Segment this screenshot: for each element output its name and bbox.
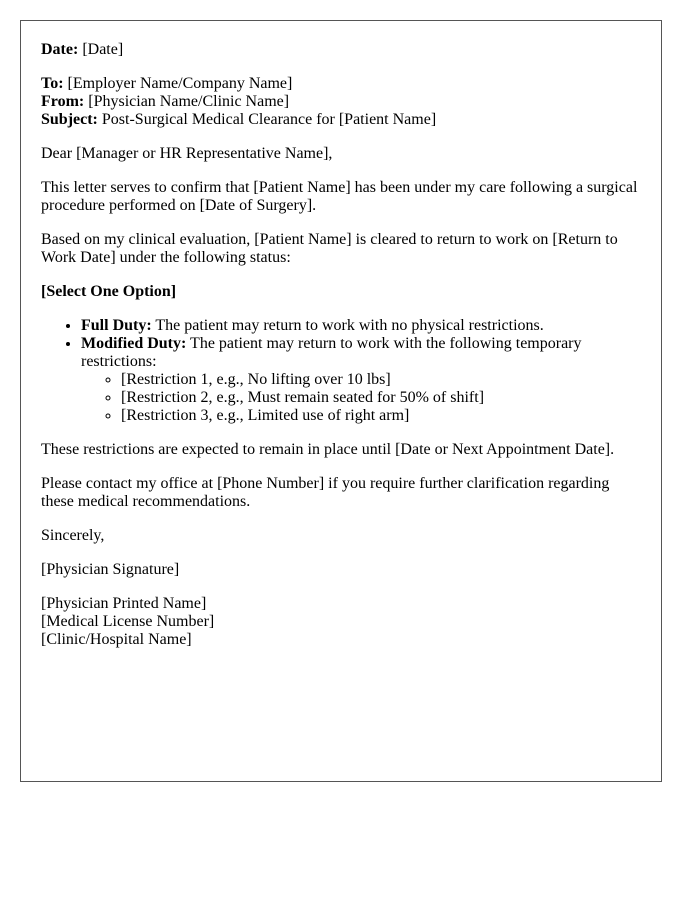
greeting: Dear [Manager or HR Representative Name],	[41, 145, 333, 162]
restriction-item: ◦ [Restriction 3, e.g., Limited use of right arm]	[121, 407, 641, 425]
date-line: Date: [Date]	[41, 41, 124, 58]
paragraph-4: Please contact my office at [Phone Number] if you require further clarification regarding these medical recommendations.	[41, 475, 610, 510]
paragraph-2: Based on my clinical evaluation, [Patient Name] is cleared to return to work on [Return to Work Date] under the following status:	[41, 231, 618, 266]
signature-block: [Physician Printed Name] [Medical License Number] [Clinic/Hospital Name]	[41, 595, 215, 648]
paragraph-1: This letter serves to confirm that [Patient Name] has been under my care following a surgical procedure performed on [Date of Surgery].	[41, 179, 638, 214]
header-block: To: [Employer Name/Company Name] From: [Physician Name/Clinic Name] Subject: Post-Surgical Medical Clearance for [Patient Name]	[41, 75, 437, 128]
select-heading: [Select One Option]	[41, 283, 177, 300]
paragraph-3: These restrictions are expected to remain in place until [Date or Next Appointment Date].	[41, 441, 615, 458]
restriction-item: ◦ [Restriction 1, e.g., No lifting over 10 lbs]	[121, 371, 641, 389]
options-list	[41, 317, 641, 425]
option-modified-duty: • Modified Duty: The patient may return to work with the following temporary restrictions: ◦ [Restriction 1, e.g., No lifting over 10 lbs] ◦ [Restriction 2, e.g., Must remain seated for 50% of shift] ◦ [Restriction 3, e.g., Limited use of right arm]	[81, 335, 641, 425]
restrictions-list	[81, 371, 641, 425]
letter	[20, 20, 662, 782]
signature: [Physician Signature]	[41, 561, 180, 578]
closing: Sincerely,	[41, 527, 105, 544]
restriction-item: ◦ [Restriction 2, e.g., Must remain seated for 50% of shift]	[121, 389, 641, 407]
option-full-duty: • Full Duty: The patient may return to work with no physical restrictions.	[81, 317, 641, 335]
